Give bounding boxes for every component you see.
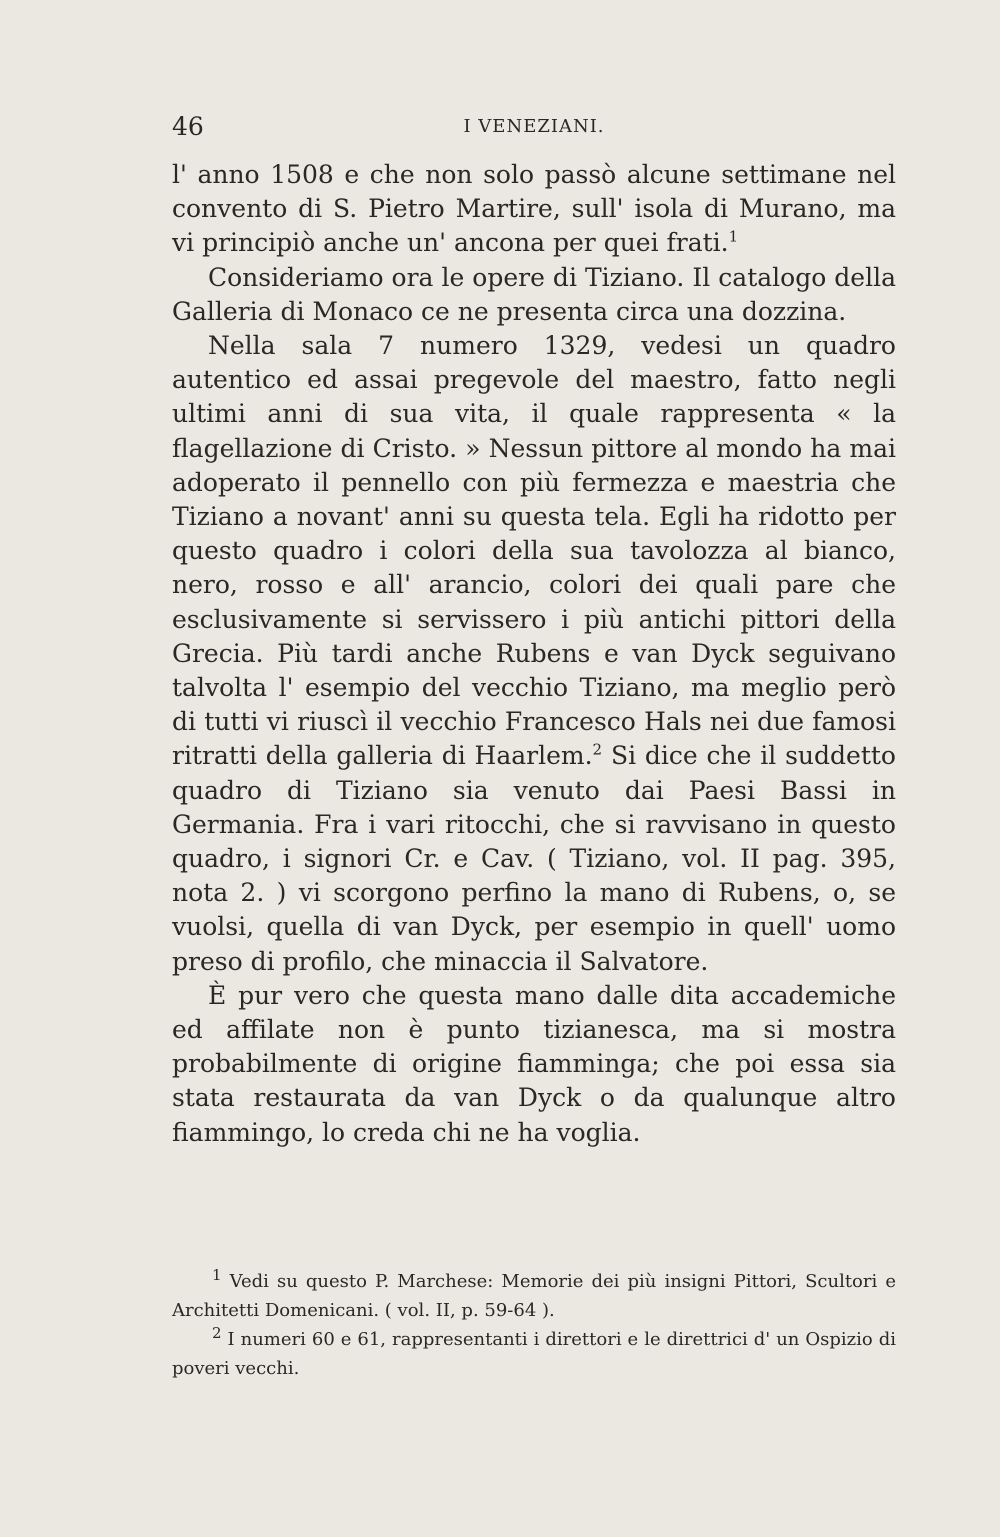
footnote-1-marker: 1 — [212, 1266, 222, 1284]
paragraph-1-text: l' anno 1508 e che non solo passò alcune settimane nel convento di S. Pietro Martire, sull' isola di Murano, ma vi principiò anche un' ancona per quei frati. — [172, 160, 896, 258]
footnote-2-text: I numeri 60 e 61, rappresentanti i direttori e le direttrici d' un Ospizio di poveri vecchi. — [172, 1329, 896, 1379]
footnote-2 — [172, 1325, 896, 1383]
footnote-1 — [172, 1267, 896, 1325]
page-number: 46 — [172, 112, 204, 141]
running-head: I VENEZIANI. — [463, 116, 605, 137]
paragraph-3-text-b: Si dice che il suddetto quadro di Tiziano sia venuto dai Paesi Bassi in Germania. Fra i vari ritocchi, che si ravvisano in questo quadro, i signori Cr. e Cav. ( Tiziano, vol. II pag. 395, nota 2. ) vi scorgono perfino la mano di Rubens, o, se vuolsi, quella di van Dyck, per esempio in quell' uomo preso di profilo, che minaccia il Salvatore. — [172, 741, 896, 976]
paragraph-4: È pur vero che questa mano dalle dita accademiche ed affilate non è punto tizianesca, ma si mostra probabilmente di origine fiamminga; che poi essa sia stata restaurata da van Dyck o da qualunque altro fiammingo, lo creda chi ne ha voglia. — [172, 980, 896, 1147]
footnote-ref-1: 1 — [728, 228, 739, 247]
paragraph-3 — [172, 329, 896, 979]
footnote-2-marker: 2 — [212, 1324, 222, 1342]
paragraph-1 — [172, 158, 896, 261]
page-header — [172, 112, 896, 144]
body-text — [172, 158, 896, 1150]
footnote-ref-2: 2 — [592, 741, 603, 760]
footnote-1-text: Vedi su questo P. Marchese: Memorie dei più insigni Pittori, Scultori e Architetti Domenicani. ( vol. II, p. 59-64 ). — [172, 1271, 896, 1321]
paragraph-2: Consideriamo ora le opere di Tiziano. Il catalogo della Galleria di Monaco ce ne presenta circa una dozzina. — [172, 262, 896, 326]
paragraph-3-text-a: Nella sala 7 numero 1329, vedesi un quadro autentico ed assai pregevole del maestro, fatto negli ultimi anni di sua vita, il quale rappresenta « la flagellazione di Cristo. » Nessun pittore al mondo ha mai adoperato il pennello con più fermezza e maestria che Tiziano a novant' anni su questa tela. Egli ha ridotto per questo quadro i colori della sua tavolozza al bianco, nero, rosso e all' arancio, colori dei quali pare che esclusivamente si servissero i più antichi pittori della Grecia. Più tardi anche Rubens e van Dyck seguivano talvolta l' esempio del vecchio Tiziano, ma meglio però di tutti vi riuscì il vecchio Francesco Hals nei due famosi ritratti della galleria di Haarlem. — [172, 331, 896, 771]
footnotes — [172, 1267, 896, 1383]
